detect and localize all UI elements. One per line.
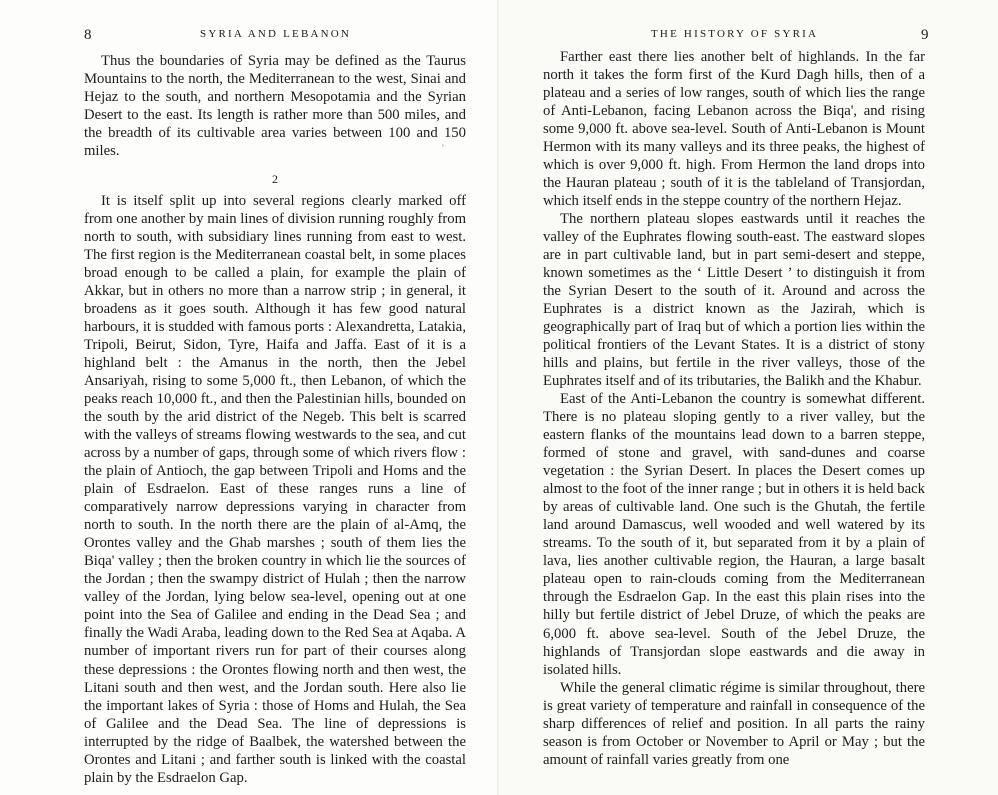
- right-paragraph-3: East of the Anti-Lebanon the country is somewhat different. There is no plateau sloping gently to a river valley, but the eastern flanks of the mountains lead down to a barren steppe, formed of stone and gravel, with sand-dunes and coarse vegetation : the Syrian Desert. In places the Desert comes up almost to the foot of the inner range ; but in others it is held back by areas of cultivable land. One such is the Ghutah, the fertile land around Damascus, well wooded and well watered by its streams. To the south of it, but separated from it by a plain of lava, lies another cultivable region, the Hauran, a large basalt plateau open to rain-clouds coming from the Mediterranean through the Esdraelon Gap. In the east this plain rises into the hilly but fertile district of Jebel Druze, of which the peaks are 6,000 ft. above sea-level. South of the Jebel Druze, the highlands of Transjordan slope eastwards and die away in isolated hills.: [543, 391, 925, 678]
- right-paragraph-4: While the general climatic régime is similar throughout, there is great variety of temperature and rainfall in consequence of the sharp differences of relief and position. In all parts the rainy season is from October or November to April or May ; but the amount of rainfall varies greatly from one: [543, 679, 925, 768]
- stray-mark: ˒: [441, 138, 445, 150]
- right-text-block: [543, 48, 925, 769]
- left-page-number: 8: [84, 27, 92, 43]
- right-page: [499, 0, 998, 795]
- section-number: 2: [272, 172, 278, 187]
- left-paragraph-2: It is itself split up into several regions clearly marked off from one another by main lines of division running roughly from north to south, with subsidiary lines running from east to west. The first region is the Mediterranean coastal belt, in some places broad enough to be called a plain, for example the plain of Akkar, but in others no more than a narrow strip ; in general, it broadens as it goes south. Although it has few good natural harbours, it is studded with famous ports : Alexandretta, Latakia, Tripoli, Beirut, Sidon, Tyre, Haifa and Jaffa. East of it is a highland belt : the Amanus in the north, then the Jebel Ansariyah, rising to some 5,000 ft., then Lebanon, of which the peaks reach 10,000 ft., and then the Palestinian hills, bounded on the south by the arid district of the Negeb. This belt is scarred with the valleys of streams flowing westwards to the sea, and cut across by a number of gaps, through some of which rivers flow : the plain of Antioch, the gap between Tripoli and Homs and the plain of Esdraelon. East of these ranges runs a line of comparatively narrow depressions varying in character from north to south. In the north there are the plain of al-Amq, the Orontes valley and the Ghab marshes ; south of them lies the Biqa' valley ; then the broken country in which lie the sources of the Jordan ; then the swampy district of Hulah ; then the narrow valley of the Jordan, lying below sea-level, opening out at one point into the Sea of Galilee and ending in the Dead Sea ; and finally the Wadi Araba, leading down to the Red Sea at Aqaba. A number of important rivers run for part of their courses along these depressions : the Orontes flowing north and then west, the Litani south and then west, and the Jordan south. Here also lie the important lakes of Syria : those of Homs and Hulah, the Sea of Galilee and the Dead Sea. The line of depressions is interrupted by the ridge of Baalbek, the watershed between the Orontes and Litani ; and farther south is linked with the coastal plain by the Esdraelon Gap.: [84, 193, 466, 786]
- right-page-number: 9: [921, 27, 929, 43]
- left-paragraph-1: Thus the boundaries of Syria may be defined as the Taurus Mountains to the north, the Mediterranean to the west, Sinai and Hejaz to the south, and northern Mesopotamia and the Syrian Desert to the east. Its length is rather more than 500 miles, and the breadth of its cultivable area varies between 100 and 150 miles.: [84, 53, 466, 160]
- right-paragraph-2: The northern plateau slopes eastwards until it reaches the valley of the Euphrates flowing south-east. The eastward slopes are in part cultivable land, but in part semi-desert and steppe, known sometimes as the ‘ Little Desert ’ to distinguish it from the Syrian Desert to the south of it. Around and across the Euphrates is a district known as the Jazirah, which is geographically part of Iraq but of which a portion lies within the political frontiers of the Levant States. It is a district of stony hills and plains, but fertile in the river valleys, those of the Euphrates itself and of its tributaries, the Balikh and the Khabur.: [543, 211, 925, 390]
- left-text-block: [84, 52, 466, 787]
- right-running-head: THE HISTORY OF SYRIA: [651, 28, 819, 40]
- right-paragraph-1: Farther east there lies another belt of highlands. In the far north it takes the form first of the Kurd Dagh hills, then of a plateau and a series of low ranges, south of which lies the range of Anti-Lebanon, facing Lebanon across the Biqa', and rising some 9,000 ft. above sea-level. South of Anti-Lebanon is Mount Hermon with its many valleys and its three peaks, the highest of which is over 9,000 ft. high. From Hermon the land drops into the Hauran plateau ; south of it is the tableland of Transjordan, which itself ends in the steppe country of the northern Hejaz.: [543, 49, 925, 210]
- left-running-head: SYRIA AND LEBANON: [200, 28, 352, 40]
